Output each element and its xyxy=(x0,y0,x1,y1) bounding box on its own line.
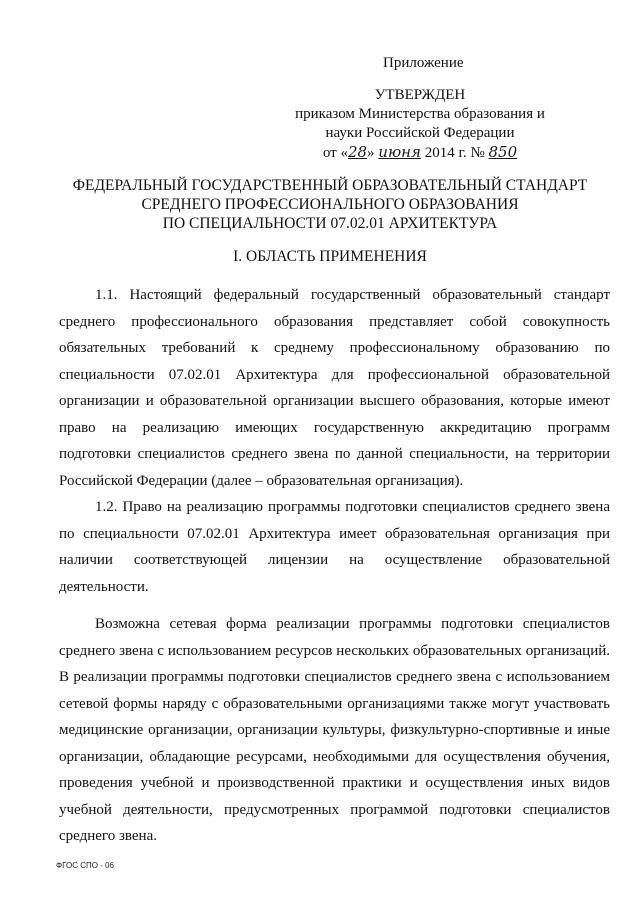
date-prefix: от « xyxy=(322,145,348,161)
title-line-3: ПО СПЕЦИАЛЬНОСТИ 07.02.01 АРХИТЕКТУРА xyxy=(162,215,498,232)
handwritten-day: 28 xyxy=(347,143,368,161)
order-date-line xyxy=(260,143,580,163)
paragraph-1-2: 1.2. Право на реализацию программы подготовки специалистов среднего звена по специальности 07.02.01 Архитектура имеет образовательная организация при наличии соответствующей лицензии на осуществление образовательной деятельности. xyxy=(59,499,610,595)
document-title xyxy=(40,176,620,233)
paragraph-1-1: 1.1. Настоящий федеральный государственный образовательный стандарт среднего профессионального образования представляет собой совокупность обязательных требований к среднему профессиональному образованию по специальности 07.02.01 Архитектура для профессиональной образовательной организации и образовательной организации высшего образования, которые имеют право на реализацию имеющих государственную аккредитацию программ подготовки специалистов среднего звена по данной специальности, на территории Российской Федерации (далее – образовательная организация). xyxy=(59,287,610,489)
body-text xyxy=(59,282,610,850)
title-line-2: СРЕДНЕГО ПРОФЕССИОНАЛЬНОГО ОБРАЗОВАНИЯ xyxy=(141,196,519,213)
approved-stamp-text: УТВЕРЖДЕН xyxy=(374,87,466,103)
date-mid: » xyxy=(367,145,375,161)
approval-block xyxy=(260,86,580,163)
handwritten-month: июня xyxy=(378,143,421,161)
handwritten-order-number: 850 xyxy=(488,143,518,161)
paragraph-network-form: Возможна сетевая форма реализации программы подготовки специалистов среднего звена с использованием ресурсов нескольких образовательных организаций. В реализации программы подготовки специалистов среднего звена с использованием сетевой формы наряду с образовательными организациями также могут участвовать медицинские организации, организации культуры, физкультурно-спортивные и иные организации, обладающие ресурсами, необходимыми для осуществления обучения, проведения учебной и производственной практики и осуществления иных видов учебной деятельности, предусмотренных программой подготовки специалистов среднего звена. xyxy=(59,616,610,844)
appendix-label: Приложение xyxy=(383,55,464,71)
order-line-1: приказом Министерства образования и xyxy=(295,106,545,122)
footer-code: ФГОС СПО - 06 xyxy=(56,861,114,870)
order-line-2: науки Российской Федерации xyxy=(325,125,515,141)
section-heading: I. ОБЛАСТЬ ПРИМЕНЕНИЯ xyxy=(233,248,427,265)
title-line-1: ФЕДЕРАЛЬНЫЙ ГОСУДАРСТВЕННЫЙ ОБРАЗОВАТЕЛЬНЫЙ СТАНДАРТ xyxy=(72,177,588,194)
date-year: 2014 г. № xyxy=(424,145,485,161)
